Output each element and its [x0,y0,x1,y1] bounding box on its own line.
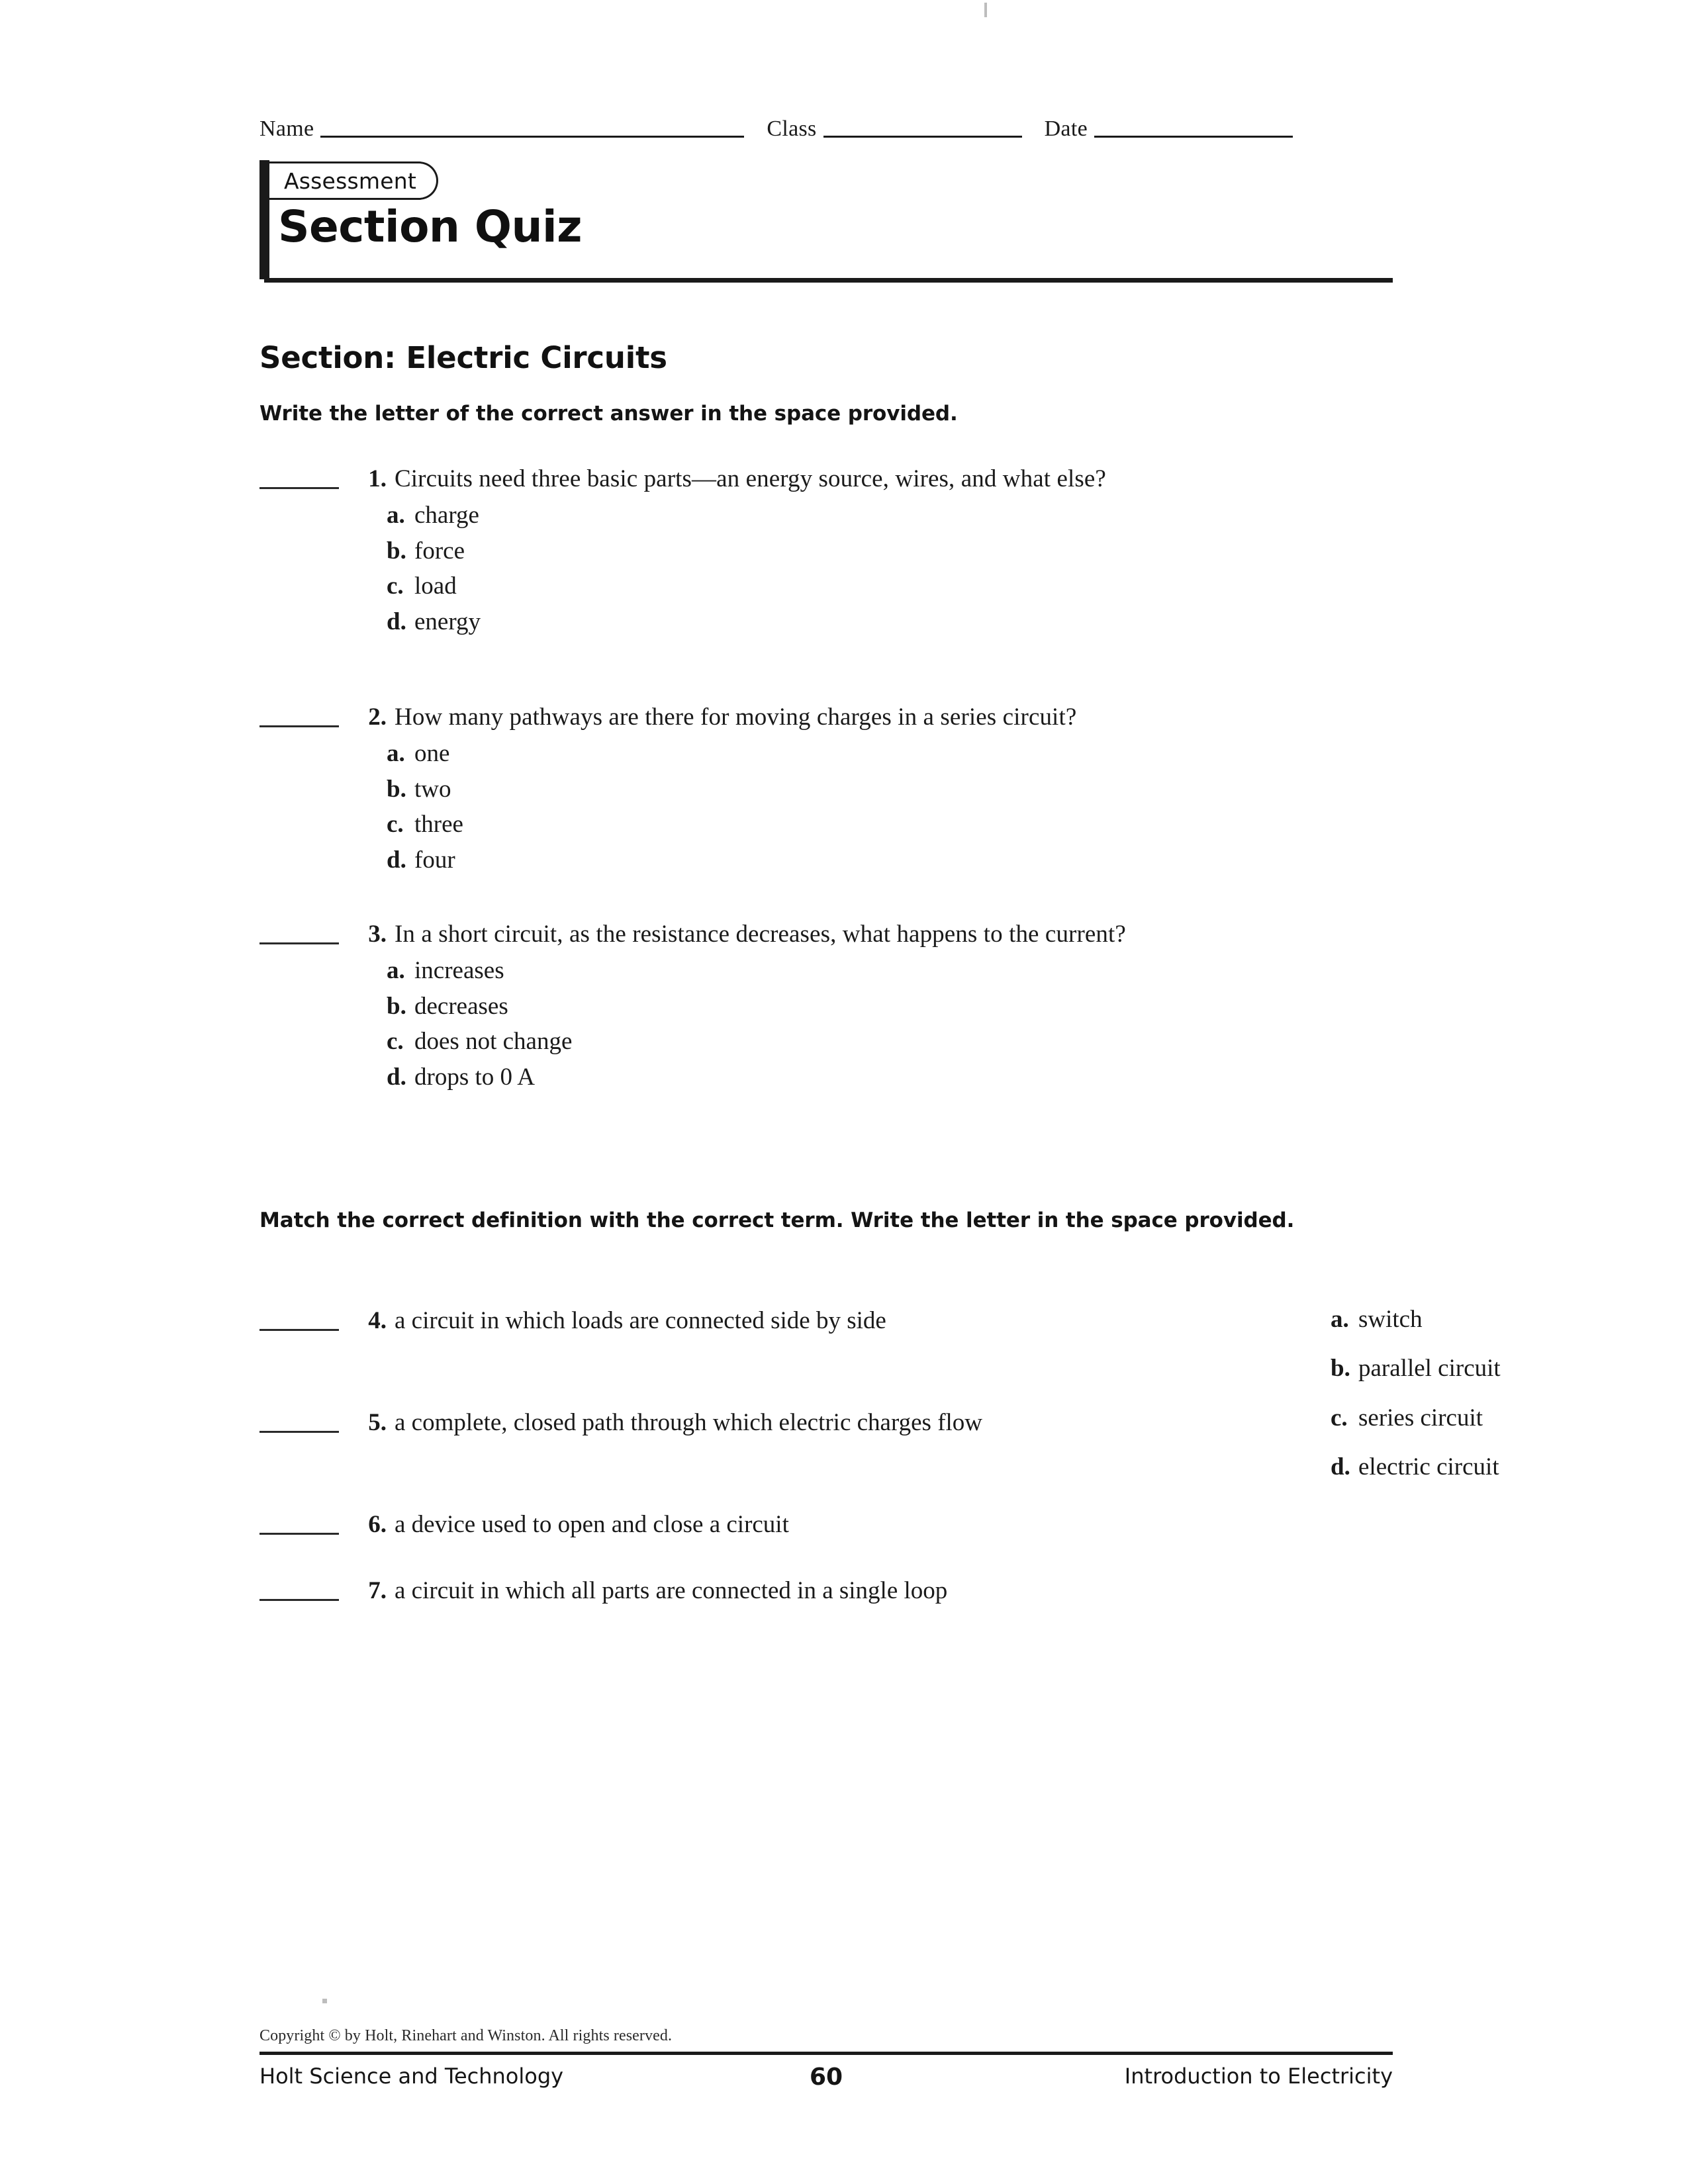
choice-option[interactable] [387,1024,1398,1060]
scan-artifact-top [984,3,987,17]
assessment-banner [259,158,1393,283]
term-option[interactable] [1331,1404,1648,1433]
class-blank[interactable] [823,136,1022,138]
question-2 [259,702,1398,878]
question-number: 2. [368,704,387,731]
choice-option[interactable] [387,569,1398,604]
copyright-notice: Copyright © by Holt, Rinehart and Winston. All rights reserved. [259,2027,673,2044]
choice-letter: b. [387,537,406,565]
match-definition: a device used to open and close a circuit [395,1511,789,1538]
choice-text: one [414,740,450,768]
question-text: How many pathways are there for moving charges in a series circuit? [395,704,1077,731]
term-option[interactable] [1331,1305,1648,1334]
match-number: 4. [368,1307,387,1334]
choice-list [387,498,1398,640]
choice-letter: a. [387,502,405,529]
answer-blank-7[interactable] [259,1599,339,1601]
page-title: Section Quiz [278,201,583,252]
question-1 [259,463,1398,640]
choice-option[interactable] [387,1060,1398,1095]
match-definition: a circuit in which all parts are connected in a single loop [395,1577,948,1604]
term-list [1331,1305,1648,1482]
term-text: series circuit [1358,1404,1483,1432]
date-label: Date [1044,116,1088,141]
footer-book-title: Holt Science and Technology [259,2064,564,2089]
question-header [259,702,1398,733]
match-definition: a complete, closed path through which electric charges flow [395,1409,983,1436]
choice-letter: c. [387,811,404,839]
student-info-line [259,111,1393,142]
match-item-5 [259,1407,1041,1439]
choice-text: charge [414,502,479,529]
choice-letter: d. [387,1064,406,1091]
scan-artifact-footer [322,1999,327,2003]
question-number: 1. [368,465,387,492]
choice-text: energy [414,608,481,636]
choice-letter: c. [387,1028,404,1056]
question-header [259,463,1398,495]
question-header [259,919,1398,950]
term-letter: b. [1331,1355,1350,1383]
name-blank[interactable] [320,136,744,138]
footer-divider [259,2052,1393,2055]
footer-page-number: 60 [809,2064,843,2091]
term-option[interactable] [1331,1453,1648,1482]
choice-text: three [414,811,463,839]
choice-option[interactable] [387,736,1398,772]
choice-text: force [414,537,465,565]
choice-text: four [414,846,455,874]
section-heading: Section: Electric Circuits [259,340,667,375]
term-text: switch [1358,1306,1423,1333]
match-number: 5. [368,1409,387,1436]
choice-letter: a. [387,740,405,768]
choice-letter: d. [387,608,406,636]
matching-instruction: Match the correct definition with the correct term. Write the letter in the space provided. [259,1208,1295,1232]
term-text: parallel circuit [1358,1355,1501,1383]
banner-vertical-bar [259,160,269,279]
answer-blank-4[interactable] [259,1329,339,1331]
question-number: 3. [368,921,387,948]
choice-option[interactable] [387,842,1398,878]
choice-text: two [414,775,451,803]
choice-list [387,953,1398,1095]
question-text: Circuits need three basic parts—an energy source, wires, and what else? [395,465,1106,492]
answer-blank-2[interactable] [259,725,339,727]
term-letter: a. [1331,1306,1349,1333]
term-letter: d. [1331,1453,1350,1481]
term-text: electric circuit [1358,1453,1499,1481]
answer-blank-3[interactable] [259,942,339,944]
answer-blank-6[interactable] [259,1533,339,1535]
class-label: Class [767,116,817,141]
match-item-6 [259,1509,1041,1541]
choice-list [387,736,1398,878]
banner-divider [264,278,1393,283]
choice-text: decreases [414,992,508,1020]
match-number: 7. [368,1577,387,1604]
match-item-4 [259,1305,1041,1337]
choice-letter: d. [387,846,406,874]
choice-letter: b. [387,992,406,1020]
choice-option[interactable] [387,807,1398,842]
choice-option[interactable] [387,604,1398,640]
choice-option[interactable] [387,498,1398,533]
choice-text: increases [414,957,504,985]
footer [259,2064,1393,2097]
choice-text: load [414,572,457,600]
answer-blank-1[interactable] [259,487,339,489]
question-3 [259,919,1398,1095]
choice-text: drops to 0 A [414,1064,535,1091]
date-blank[interactable] [1094,136,1293,138]
multiple-choice-instruction: Write the letter of the correct answer in the space provided. [259,402,958,426]
answer-blank-5[interactable] [259,1431,339,1433]
choice-letter: a. [387,957,405,985]
choice-option[interactable] [387,953,1398,989]
name-label: Name [259,116,314,141]
choice-option[interactable] [387,989,1398,1024]
assessment-tab [269,161,438,200]
choice-option[interactable] [387,533,1398,569]
match-definition: a circuit in which loads are connected side by side [395,1307,886,1334]
question-text: In a short circuit, as the resistance decreases, what happens to the current? [395,921,1126,948]
match-item-7 [259,1575,1041,1607]
footer-chapter-title: Introduction to Electricity [1124,2064,1393,2089]
assessment-tab-label: Assessment [284,167,416,194]
term-letter: c. [1331,1404,1348,1432]
choice-text: does not change [414,1028,573,1056]
choice-letter: b. [387,775,406,803]
match-number: 6. [368,1511,387,1538]
term-option[interactable] [1331,1354,1648,1383]
choice-letter: c. [387,572,404,600]
choice-option[interactable] [387,772,1398,807]
